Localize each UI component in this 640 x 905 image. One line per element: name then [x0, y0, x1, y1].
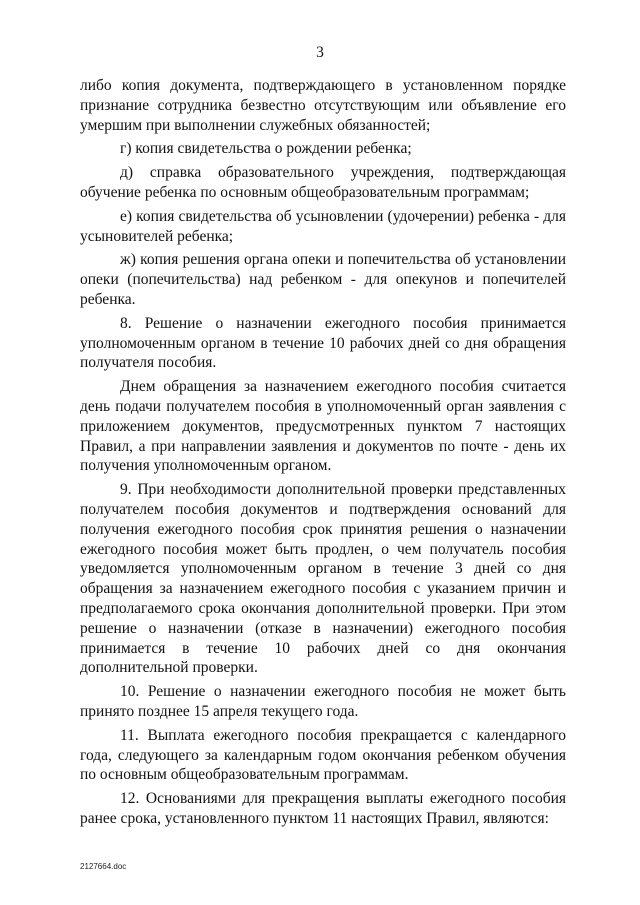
- paragraph-10: 10. Решение о назначении ежегодного пособия не может быть принято позднее 15 апреля текущего года.: [80, 683, 566, 720]
- paragraph-11: 11. Выплата ежегодного пособия прекращается с календарного года, следующего за календарным годом окончания ребенком обучения по основным общеобразовательным программам.: [80, 726, 566, 784]
- document-body: [80, 76, 566, 833]
- page-number: 3: [316, 44, 324, 61]
- paragraph-8-continued: Днем обращения за назначением ежегодного пособия считается день подачи получателем пособия в уполномоченный орган заявления с приложением документов, предусмотренных пунктом 7 настоящих Правил, а при направлении заявления и документов по почте - день их получения уполномоченным органом.: [80, 378, 566, 475]
- paragraph-8: 8. Решение о назначении ежегодного пособия принимается уполномоченным органом в течение 10 рабочих дней со дня обращения получателя пособия.: [80, 314, 566, 372]
- paragraph-item-e: е) копия свидетельства об усыновлении (удочерении) ребенка - для усыновителей ребенка;: [80, 207, 566, 245]
- paragraph-12: 12. Основаниями для прекращения выплаты ежегодного пособия ранее срока, установленного пунктом 11 настоящих Правил, являются:: [80, 790, 566, 827]
- paragraph-continuation: либо копия документа, подтверждающего в установленном порядке признание сотрудника безвестно отсутствующим или объявление его умершим при выполнении служебных обязанностей;: [80, 77, 566, 134]
- paragraph-item-g: г) копия свидетельства о рождении ребенка;: [120, 140, 412, 158]
- footer-file-code: 2127664.doc: [80, 862, 127, 871]
- paragraph-item-zh: ж) копия решения органа опеки и попечительства об установлении опеки (попечительства) над ребенком - для опекунов и попечителей ребенка.: [80, 251, 566, 308]
- paragraph-item-d: д) справка образовательного учреждения, подтверждающая обучение ребенка по основным общеобразовательным программам;: [80, 164, 566, 201]
- paragraph-9: 9. При необходимости дополнительной проверки представленных получателем пособия документов и подтверждения оснований для получения ежегодного пособия срок принятия решения о назначении ежегодного пособия может быть продлен, о чем получатель пособия уведомляется уполномоченным органом в течение 3 дней со дня обращения за назначением ежегодного пособия с указанием причин и предполагаемого срока окончания дополнительной проверки. При этом решение о назначении (отказе в назначении) ежегодного пособия принимается в течение 10 рабочих дней со дня окончания дополнительной проверки.: [80, 481, 566, 677]
